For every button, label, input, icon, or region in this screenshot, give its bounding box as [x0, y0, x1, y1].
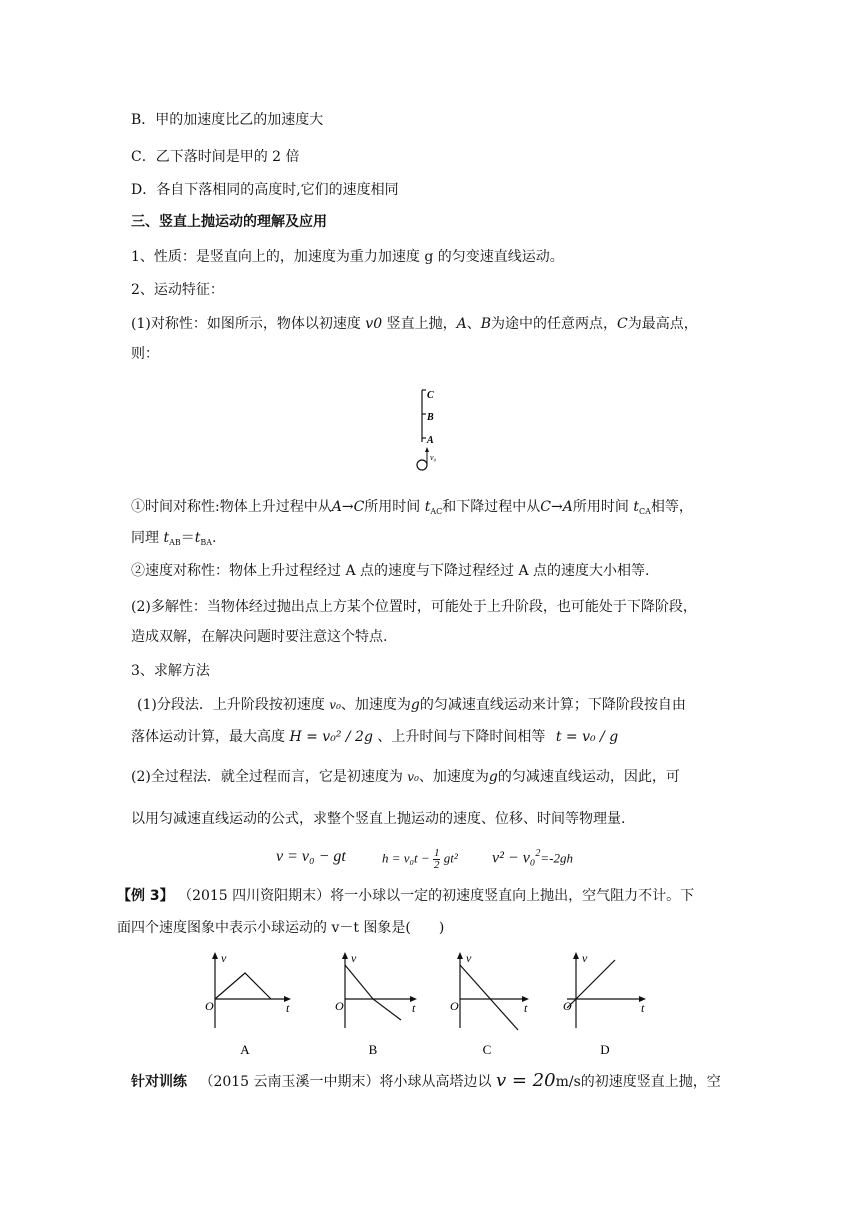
- formula-velocity: v = v₀ − gt: [276, 848, 346, 865]
- motion-features-label: 2、运动特征：: [131, 282, 224, 298]
- label-c: C: [427, 390, 434, 401]
- graph-c-line: [460, 965, 518, 1030]
- symmetry-intro: (1)对称性：如图所示，物体以初速度 v0 竖直上抛，A、B为途中的任意两点，C为最高点，: [131, 316, 698, 332]
- axis-v-arrow: [212, 952, 218, 959]
- vt-graphs: [195, 950, 655, 1060]
- arrow-icon: →: [551, 499, 563, 515]
- label-a: A: [427, 435, 434, 446]
- label-v: v: [351, 951, 357, 965]
- label-o: O: [205, 999, 214, 1013]
- label-v: v: [582, 951, 588, 965]
- label-b: B: [427, 412, 434, 423]
- axis-v-arrow: [457, 952, 463, 959]
- symmetry-intro-cont: 则：: [131, 346, 159, 362]
- whole-method-cont: 以用匀减速直线运动的公式，求整个竖直上抛运动的速度、位移、时间等物理量.: [131, 811, 626, 827]
- label-v: v: [466, 951, 472, 965]
- label-t: t: [641, 1001, 645, 1015]
- caption-b: B: [368, 1042, 378, 1057]
- option-d: D．各自下落相同的高度时,它们的速度相同: [131, 182, 399, 198]
- vertical-throw-diagram: [405, 384, 465, 474]
- multi-solution: (2)多解性：当物体经过抛出点上方某个位置时，可能处于上升阶段，也可能处于下降阶段，: [131, 599, 697, 615]
- label-t: t: [286, 1001, 290, 1015]
- graph-b: [335, 951, 417, 1057]
- axis-v-arrow: [342, 952, 348, 959]
- label-o: O: [450, 999, 459, 1013]
- whole-method: (2)全过程法．就全过程而言，它是初速度为 v₀、加速度为g的匀减速直线运动，因此，可: [131, 769, 680, 785]
- formula-displacement: h = v₀t − $\frac{1}{2}$ gt²: [382, 847, 458, 871]
- label-o: O: [335, 999, 344, 1013]
- segment-method-cont: 落体运动计算，最大高度 H = v₀² / 2g 、上升时间与下降时间相等 t = v₀ / g: [131, 729, 619, 745]
- time-symmetry-cont: 同理 $t_{AB}=t_{BA}$.: [131, 530, 217, 547]
- caption-c: C: [482, 1042, 492, 1057]
- graph-a-line: [215, 973, 271, 999]
- example-3: 【例 3】 （2015 四川资阳期末）将一小球以一定的初速度竖直向上抛出，空气阻力不计。下: [117, 888, 695, 904]
- option-c: C．乙下落时间是甲的 2 倍: [131, 149, 300, 165]
- example-3-cont: 面四个速度图象中表示小球运动的 v－t 图象是( ): [117, 920, 445, 936]
- methods-title: 3、求解方法: [131, 663, 210, 679]
- graph-c: [450, 951, 529, 1057]
- caption-d: D: [600, 1042, 610, 1057]
- label-t: t: [412, 1001, 416, 1015]
- multi-solution-cont: 造成双解，在解决问题时要注意这个特点.: [131, 629, 388, 645]
- example-tag: 【例 3】: [117, 888, 174, 904]
- section-heading: 三、竖直上抛运动的理解及应用: [131, 214, 327, 230]
- axis-v-arrow: [573, 952, 579, 959]
- graph-a: [205, 951, 291, 1057]
- velocity-arrow-head: [425, 447, 429, 452]
- graph-d-line: [567, 960, 615, 1008]
- caption-a: A: [240, 1042, 250, 1057]
- label-t: t: [524, 1001, 528, 1015]
- time-symmetry: ①时间对称性:物体上升过程中从A→C所用时间 $t_{AC}$和下降过程中从C→A所用时间 $t_{CA}$相等，: [131, 499, 693, 516]
- option-b: B．甲的加速度比乙的加速度大: [131, 112, 324, 128]
- formula-velocity-squared: v² − v₀$^2$=-2gh: [492, 848, 573, 867]
- training-paragraph: 针对训练 （2015 云南玉溪一中期末）将小球从高塔边以 v = 20m/s的初速度竖直上抛，空: [131, 1070, 721, 1091]
- speed-symmetry: ②速度对称性：物体上升过程经过 A 点的速度与下降过程经过 A 点的速度大小相等.: [131, 563, 650, 579]
- label-o: O: [563, 999, 572, 1013]
- kinematic-formulas: [270, 846, 690, 870]
- ball: [417, 460, 427, 470]
- training-tag: 针对训练: [131, 1074, 187, 1090]
- segment-method: (1)分段法．上升阶段按初速度 v₀、加速度为g的匀减速直线运动来计算；下降阶段按自由: [137, 697, 686, 713]
- property-paragraph: 1、性质：是竖直向上的，加速度为重力加速度 g 的匀变速直线运动。: [131, 249, 564, 265]
- graph-d: [563, 951, 646, 1057]
- label-v: v: [221, 951, 227, 965]
- arrow-icon: →: [341, 499, 354, 515]
- label-v0: v₀: [430, 453, 437, 462]
- graph-b-line: [345, 965, 401, 1020]
